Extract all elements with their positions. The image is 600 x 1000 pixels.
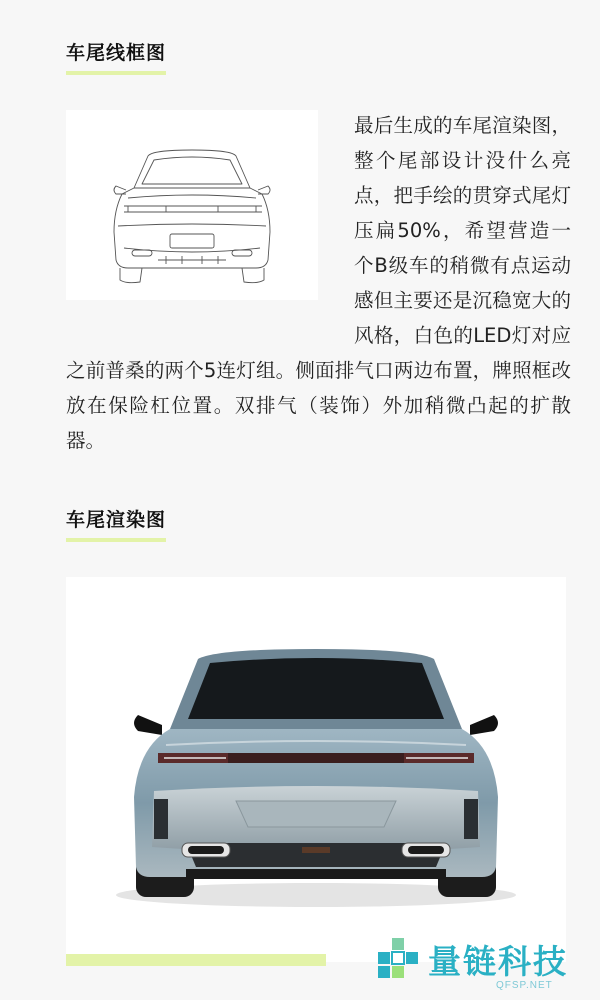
watermark-site: QFSP.NET (496, 980, 553, 991)
watermark-logo-icon (378, 938, 422, 982)
section-title-render: 车尾渲染图 (66, 505, 166, 542)
description-paragraph (66, 108, 571, 458)
watermark (378, 934, 600, 996)
watermark-name: 量链科技 (428, 942, 568, 981)
accent-bar (66, 954, 326, 966)
section-title-wireframe: 车尾线框图 (66, 38, 166, 75)
description-text: 最后生成的车尾渲染图，整个尾部设计没什么亮点，把手绘的贯穿式尾灯压扁50%，希望营造一个B级车的稍微有点运动感但主要还是沉稳宽大的风格，白色的LED灯对应之前普桑的两个5连灯组。侧面排气口两边布置，牌照框改放在保险杠位置。双排气（装饰）外加稍微凸起的扩散器。 (66, 114, 571, 452)
car-rear-render (66, 577, 566, 962)
